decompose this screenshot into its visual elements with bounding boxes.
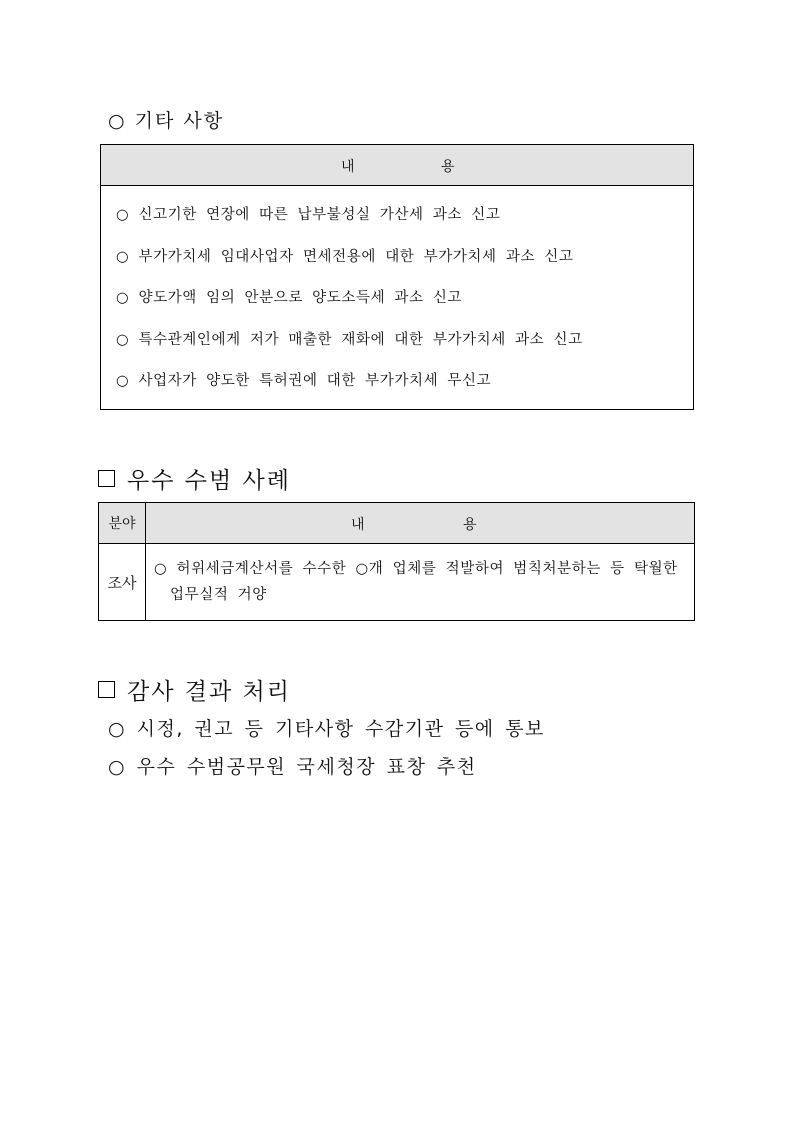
audit-result-title: 감사 결과 처리 bbox=[127, 679, 291, 705]
list-item: ○ 특수관계인에게 저가 매출한 재화에 대한 부가가치세 과소 신고 bbox=[116, 331, 583, 348]
row-category: 조사 bbox=[99, 544, 146, 621]
other-matters-table bbox=[100, 144, 694, 410]
list-item: ○ 사업자가 양도한 특허권에 대한 부가가치세 무신고 bbox=[116, 373, 492, 389]
table-header bbox=[99, 503, 694, 544]
list-item: ○ 양도가액 임의 안분으로 양도소득세 과소 신고 bbox=[116, 290, 463, 306]
header-content-right: 용 bbox=[441, 159, 455, 175]
table-row bbox=[99, 544, 694, 621]
result-item: ○ 우수 수범공무원 국세청장 표창 추천 bbox=[108, 756, 477, 778]
audit-result-heading bbox=[98, 673, 291, 706]
exemplary-cases-heading bbox=[98, 462, 291, 495]
header-content-left: 내 bbox=[341, 159, 355, 175]
exemplary-cases-title: 우수 수범 사례 bbox=[127, 468, 291, 494]
row-content-line2: 업무실적 거양 bbox=[170, 587, 267, 603]
result-item: ○ 시정, 권고 등 기타사항 수감기관 등에 통보 bbox=[108, 718, 545, 740]
header-content bbox=[146, 503, 694, 543]
table-body bbox=[101, 186, 693, 412]
header-content-right: 용 bbox=[463, 517, 477, 533]
row-content-line1: ○ 허위세금계산서를 수수한 ○개 업체를 적발하여 범칙처분하는 등 탁월한 bbox=[154, 561, 678, 577]
square-bullet-icon bbox=[98, 470, 115, 487]
list-item: ○ 부가가치세 임대사업자 면세전용에 대한 부가가치세 과소 신고 bbox=[116, 248, 574, 265]
header-category: 분야 bbox=[99, 503, 146, 543]
row-content bbox=[146, 544, 694, 621]
other-matters-heading: ○ 기타 사항 bbox=[108, 110, 225, 132]
header-content-left: 내 bbox=[351, 517, 365, 533]
exemplary-cases-table bbox=[98, 502, 695, 621]
square-bullet-icon bbox=[98, 681, 115, 698]
list-item: ○ 신고기한 연장에 따른 납부불성실 가산세 과소 신고 bbox=[116, 207, 501, 223]
table-header bbox=[101, 145, 693, 186]
